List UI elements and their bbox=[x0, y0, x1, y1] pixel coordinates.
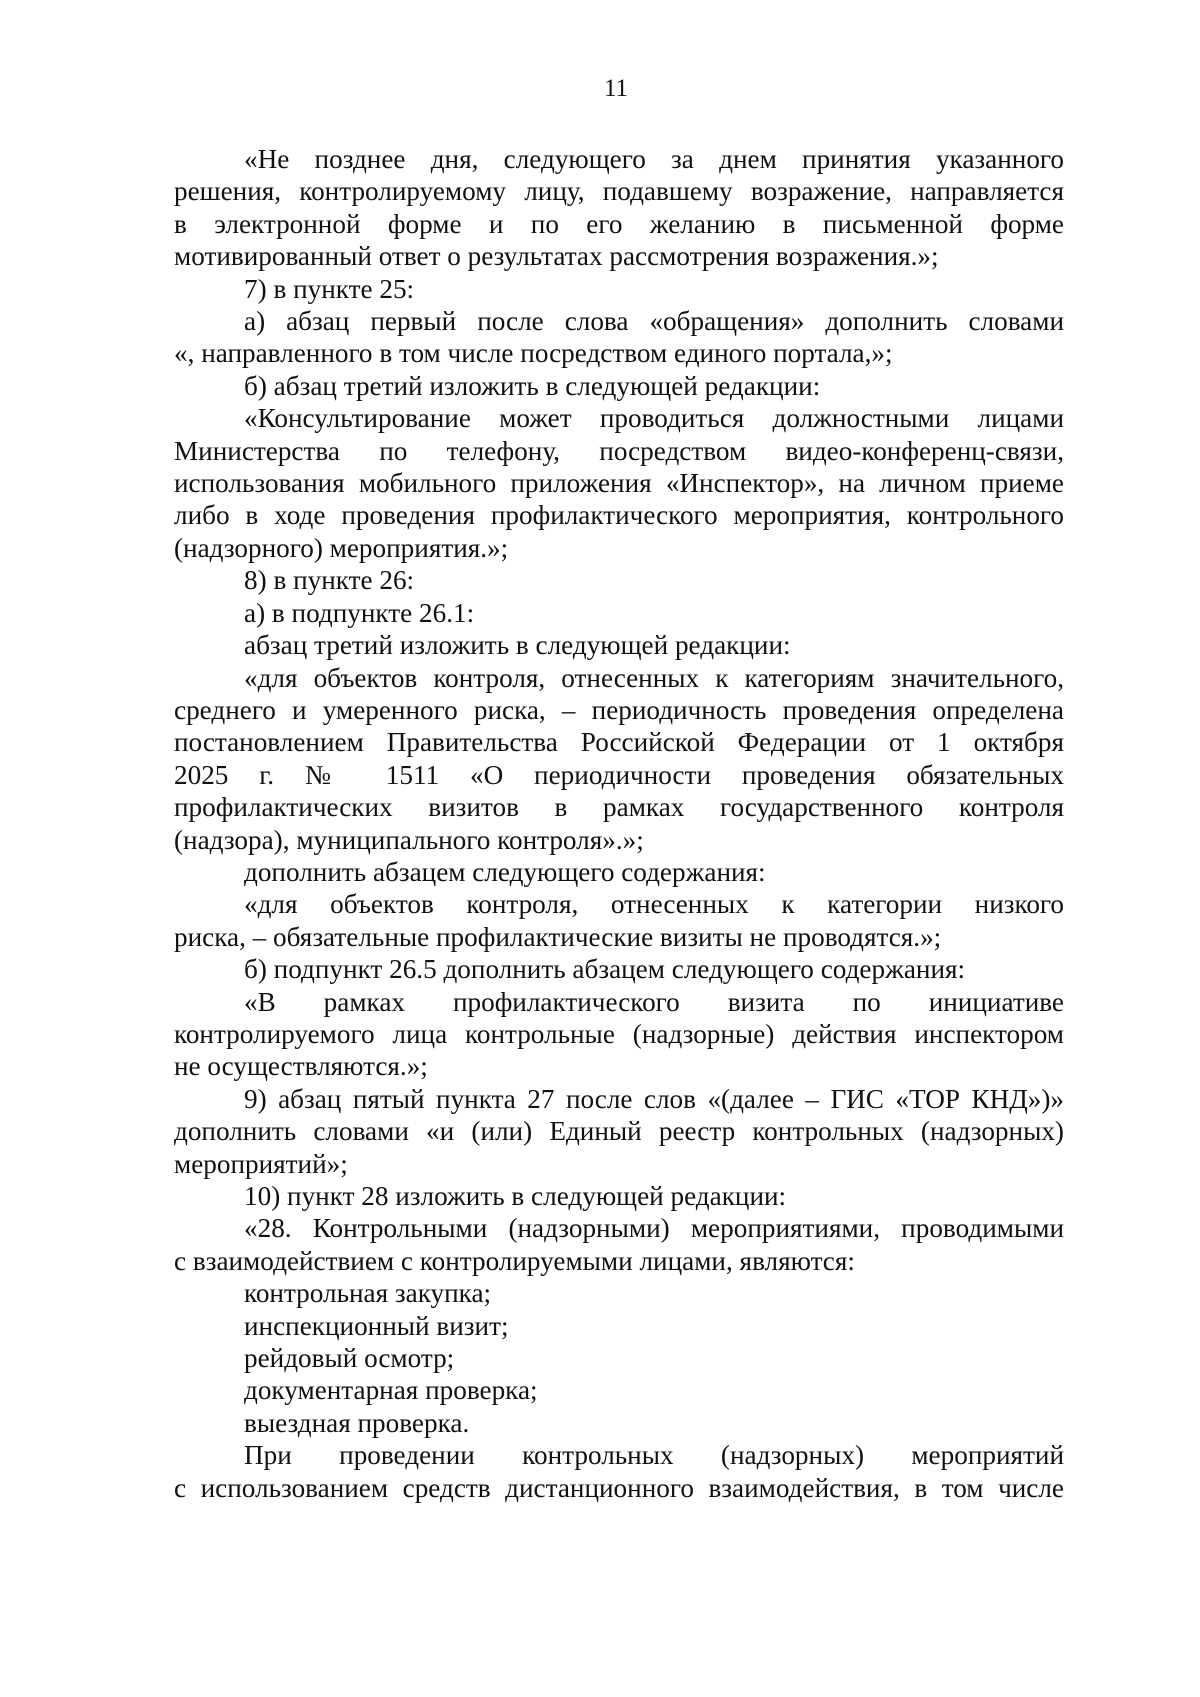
text-line: среднего и умеренного риска, – периодичность проведения определена bbox=[174, 694, 1064, 725]
text-line: 7) в пункте 25: bbox=[244, 273, 415, 304]
text-line: (надзорного) мероприятия.»; bbox=[174, 532, 509, 563]
text-line: 9) абзац пятый пункта 27 после слов «(далее – ГИС «ТОР КНД»)» bbox=[244, 1083, 1064, 1114]
text-line: 10) пункт 28 изложить в следующей редакции: bbox=[244, 1181, 787, 1211]
text-line: риска, – обязательные профилактические визиты не проводятся.»; bbox=[174, 921, 942, 952]
text-line: 8) в пункте 26: bbox=[244, 565, 415, 596]
text-line: мотивированный ответ о результатах рассмотрения возражения.»; bbox=[174, 241, 939, 272]
text-line: постановлением Правительства Российской Федерации от 1 октября bbox=[174, 727, 1064, 758]
text-line: в электронной форме и по его желанию в письменной форме bbox=[174, 208, 1064, 239]
list-item: выездная проверка. bbox=[244, 1407, 470, 1438]
text-line: «, направленного в том числе посредством единого портала,»; bbox=[174, 338, 893, 369]
list-item: документарная проверка; bbox=[244, 1375, 538, 1406]
text-line: «Консультирование может проводиться должностными лицами bbox=[244, 403, 1064, 434]
text-line: не осуществляются.»; bbox=[174, 1051, 428, 1082]
text-line: При проведении контрольных (надзорных) мероприятий bbox=[244, 1440, 1064, 1471]
text-line: мероприятий»; bbox=[174, 1148, 348, 1179]
text-line: а) в подпункте 26.1: bbox=[244, 597, 475, 628]
text-line: «В рамках профилактического визита по инициативе bbox=[244, 986, 1064, 1017]
text-line: «для объектов контроля, отнесенных к категории низкого bbox=[244, 889, 1064, 920]
page-number: 11 bbox=[603, 75, 629, 102]
text-line: Министерства по телефону, посредством видео-конференц-связи, bbox=[174, 435, 1064, 466]
text-line: «28. Контрольными (надзорными) мероприятиями, проводимыми bbox=[244, 1213, 1064, 1244]
text-line: абзац третий изложить в следующей редакции: bbox=[244, 630, 791, 661]
text-line: контролируемого лица контрольные (надзорные) действия инспектором bbox=[174, 1018, 1064, 1049]
list-item: инспекционный визит; bbox=[244, 1310, 509, 1341]
list-item: контрольная закупка; bbox=[244, 1278, 492, 1309]
document-body bbox=[174, 143, 1064, 1504]
list-item: рейдовый осмотр; bbox=[244, 1343, 455, 1374]
text-line: 2025 г. № 1511 «О периодичности проведения обязательных bbox=[174, 759, 1064, 790]
text-line: б) подпункт 26.5 дополнить абзацем следующего содержания: bbox=[244, 954, 966, 985]
text-line: дополнить абзацем следующего содержания: bbox=[244, 856, 766, 887]
text-line: профилактических визитов в рамках государственного контроля bbox=[174, 792, 1064, 823]
text-line: дополнить словами «и (или) Единый реестр контрольных (надзорных) bbox=[174, 1116, 1064, 1147]
text-line: б) абзац третий изложить в следующей редакции: bbox=[244, 370, 821, 401]
text-line: (надзора), муниципального контроля».»; bbox=[174, 824, 644, 855]
text-line: а) абзац первый после слова «обращения» дополнить словами bbox=[244, 306, 1064, 337]
text-line: с использованием средств дистанционного взаимодействия, в том числе bbox=[174, 1472, 1064, 1503]
text-line: решения, контролируемому лицу, подавшему возражение, направляется bbox=[174, 176, 1064, 207]
text-line: «для объектов контроля, отнесенных к категориям значительного, bbox=[244, 662, 1064, 693]
text-line: либо в ходе проведения профилактического мероприятия, контрольного bbox=[174, 500, 1064, 531]
text-line: с взаимодействием с контролируемыми лицами, являются: bbox=[174, 1245, 855, 1276]
text-line: использования мобильного приложения «Инспектор», на личном приеме bbox=[174, 468, 1064, 499]
text-line: «Не позднее дня, следующего за днем принятия указанного bbox=[244, 144, 1064, 174]
